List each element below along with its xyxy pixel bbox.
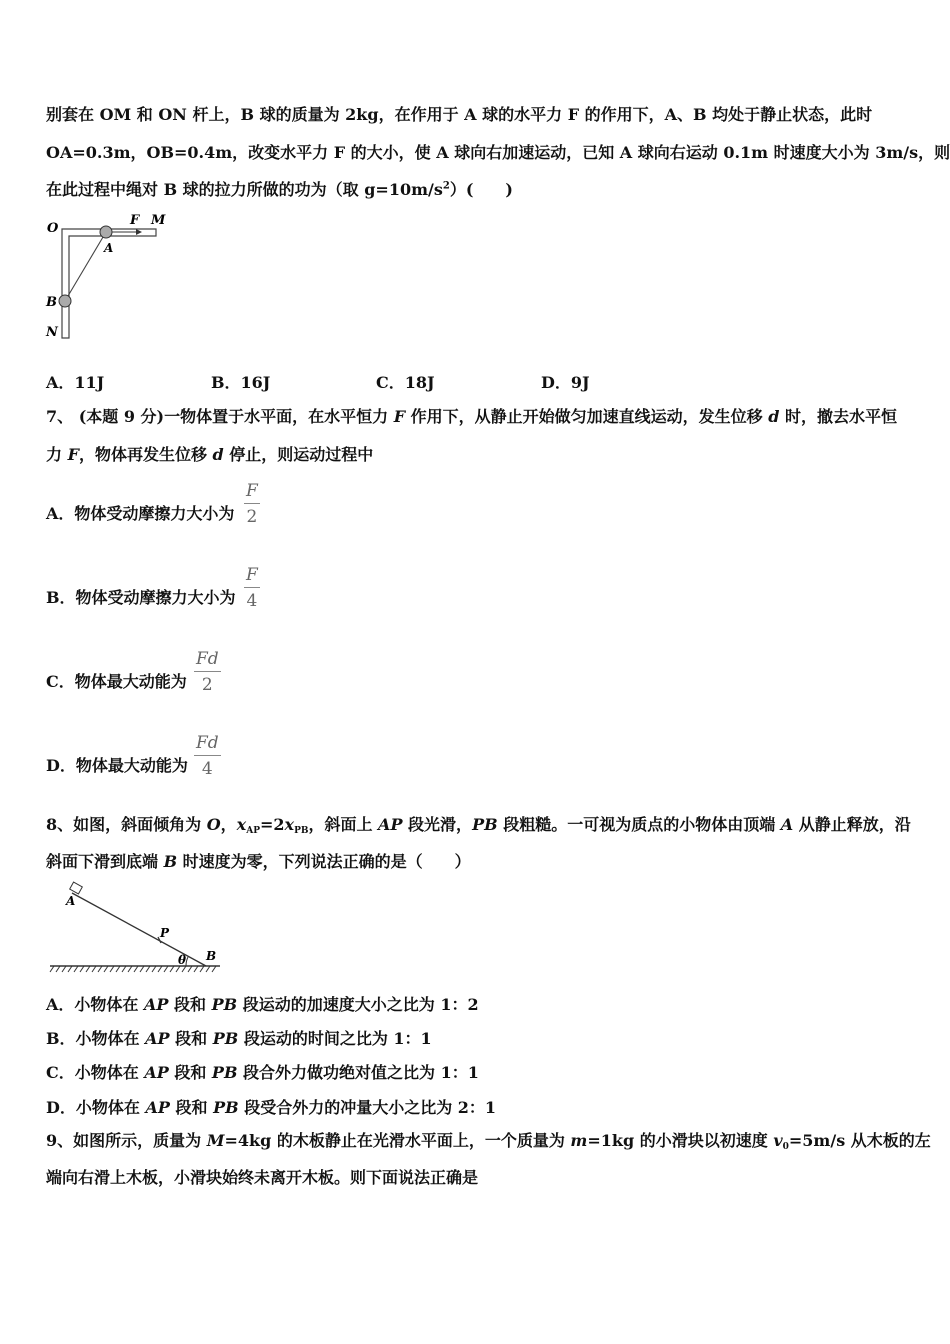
q8-option-a[interactable] xyxy=(46,992,479,1015)
q6-option-c[interactable]: C．18J xyxy=(376,373,435,392)
q8-text-2: ， xyxy=(220,815,237,834)
q9-line-1 xyxy=(46,1128,931,1152)
q8-sub-ap: AP xyxy=(246,826,260,836)
q8-eq: =2 xyxy=(259,815,285,834)
label-b: B xyxy=(46,295,57,310)
q8-text-4: 段光滑， xyxy=(402,815,473,834)
q7-text-2: 作用下，从静止开始做匀加速直线运动，发生位移 xyxy=(405,407,769,426)
q8-option-c-pre: C．小物体在 xyxy=(46,1063,145,1082)
q9-text-1: 9、如图所示，质量为 xyxy=(46,1131,207,1150)
label-a: A xyxy=(104,241,114,255)
q8-x-pb: x xyxy=(284,815,295,834)
q9-var-m-small: m xyxy=(570,1131,588,1150)
q8-option-c-ap: AP xyxy=(144,1063,169,1082)
q9-text-3: =1kg 的小滑块以初速度 xyxy=(587,1131,774,1150)
q8-option-d-post: 段受合外力的冲量大小之比为 2：1 xyxy=(238,1098,497,1117)
q6-line-1: 别套在 OM 和 ON 杆上，B 球的质量为 2kg，在作用于 A 球的水平力 F 的作用下，A、B 均处于静止状态，此时 xyxy=(46,105,873,124)
label-n: N xyxy=(46,325,58,340)
q7-var-f: F xyxy=(393,407,406,426)
angle-arc xyxy=(186,957,188,966)
q8-a: A xyxy=(780,815,794,834)
q7-option-d-fraction xyxy=(194,733,221,779)
q8-option-d-mid: 段和 xyxy=(169,1098,214,1117)
q7-option-c-fraction xyxy=(194,649,221,695)
q8-line-2 xyxy=(46,849,471,872)
fraction-denominator: 4 xyxy=(201,759,213,779)
q7-text-3: 时，撤去水平恒 xyxy=(779,407,897,426)
q8-option-b[interactable] xyxy=(46,1026,432,1049)
label-a: A xyxy=(66,894,76,908)
q9-line-2: 端向右滑上木板，小滑块始终未离开木板。则下面说法正确是 xyxy=(46,1168,479,1187)
q9-var-v: v xyxy=(773,1131,783,1150)
label-f: F xyxy=(130,213,140,228)
q6-option-b[interactable]: B．16J xyxy=(211,373,271,392)
rope-line xyxy=(65,232,106,301)
q8-text-7: 斜面下滑到底端 xyxy=(46,852,164,871)
small-block xyxy=(70,882,83,894)
ground-hatching xyxy=(50,966,216,972)
q8-option-b-mid: 段和 xyxy=(169,1029,213,1048)
q7-line-1 xyxy=(46,404,897,427)
q8-b: B xyxy=(163,852,178,871)
q7-text-1: 7、 (本题 9 分)一物体置于水平面，在水平恒力 xyxy=(46,407,394,426)
q6-line-3 xyxy=(46,177,513,200)
label-b: B xyxy=(206,949,217,963)
q8-option-b-ap: AP xyxy=(145,1029,170,1048)
q8-option-c-pb: PB xyxy=(211,1063,238,1082)
q7-option-b-fraction xyxy=(244,565,260,611)
q8-text-6: 从静止释放，沿 xyxy=(793,815,911,834)
q8-text-8: 时速度为零，下列说法正确的是（ ） xyxy=(177,852,471,871)
ball-b xyxy=(59,295,71,307)
q8-text-5: 段粗糙。一可视为质点的小物体由顶端 xyxy=(497,815,781,834)
label-p: P xyxy=(160,926,170,940)
q7-option-d-label: D．物体最大动能为 xyxy=(46,756,188,775)
q9-text-2: =4kg 的木板静止在光滑水平面上，一个质量为 xyxy=(224,1131,571,1150)
q8-option-c-mid: 段和 xyxy=(168,1063,212,1082)
label-m: M xyxy=(151,213,166,228)
q8-option-a-mid: 段和 xyxy=(168,995,212,1014)
q8-figure xyxy=(46,880,226,980)
q9-var-m-big: M xyxy=(206,1131,225,1150)
fraction-numerator: F xyxy=(246,481,258,501)
q7-option-c-label: C．物体最大动能为 xyxy=(46,672,187,691)
q7-var-d2: d xyxy=(212,445,224,464)
q8-option-d-pb: PB xyxy=(213,1098,239,1117)
q8-option-b-post: 段运动的时间之比为 1：1 xyxy=(238,1029,432,1048)
q8-line-1 xyxy=(46,812,911,836)
ball-a xyxy=(100,226,112,238)
q7-var-f2: F xyxy=(67,445,79,464)
q6-line-3-text: 在此过程中绳对 B 球的拉力所做的功为（取 g=10m/s xyxy=(46,180,443,199)
fraction-denominator: 2 xyxy=(246,507,258,527)
q7-option-a-label: A．物体受动摩擦力大小为 xyxy=(46,504,235,523)
q7-text-5: ，物体再发生位移 xyxy=(78,445,213,464)
q6-figure xyxy=(40,212,180,342)
fraction-denominator: 4 xyxy=(246,591,258,611)
label-theta: θ xyxy=(178,953,187,967)
q8-text-3: ，斜面上 xyxy=(308,815,379,834)
q8-option-d[interactable] xyxy=(46,1095,496,1118)
fraction-numerator: Fd xyxy=(196,649,219,669)
q8-option-a-pb: PB xyxy=(211,995,238,1014)
q7-option-b-label: B．物体受动摩擦力大小为 xyxy=(46,588,236,607)
fraction-numerator: F xyxy=(246,565,258,585)
q6-option-d[interactable]: D．9J xyxy=(541,373,590,392)
q8-text-1: 8、如图，斜面倾角为 xyxy=(46,815,207,834)
q7-text-6: 停止，则运动过程中 xyxy=(223,445,374,464)
label-o: O xyxy=(47,221,59,236)
q7-option-a-fraction xyxy=(244,481,260,527)
q8-option-d-ap: AP xyxy=(145,1098,170,1117)
q8-option-b-pre: B．小物体在 xyxy=(46,1029,146,1048)
q8-x-ap: x xyxy=(236,815,247,834)
q8-pb: PB xyxy=(472,815,498,834)
q8-option-c-post: 段合外力做功绝对值之比为 1：1 xyxy=(237,1063,479,1082)
q9-text-4: =5m/s 从木板的左 xyxy=(788,1131,931,1150)
force-arrowhead xyxy=(136,229,142,235)
q6-line-3-tail: ）( ) xyxy=(449,180,514,199)
q7-line-2 xyxy=(46,442,373,465)
q8-option-d-pre: D．小物体在 xyxy=(46,1098,146,1117)
q7-var-d: d xyxy=(768,407,780,426)
q6-line-2: OA=0.3m，OB=0.4m，改变水平力 F 的大小，使 A 球向右加速运动，已知 A 球向右运动 0.1m 时速度大小为 3m/s，则 xyxy=(46,143,950,162)
q8-option-a-ap: AP xyxy=(144,995,169,1014)
q8-option-b-pb: PB xyxy=(212,1029,239,1048)
q9-var-v-sub: 0 xyxy=(782,1142,789,1152)
fraction-numerator: Fd xyxy=(196,733,219,753)
q8-sub-pb: PB xyxy=(294,826,309,836)
q8-option-a-pre: A．小物体在 xyxy=(46,995,144,1014)
q8-option-a-post: 段运动的加速度大小之比为 1：2 xyxy=(237,995,479,1014)
q7-text-4: 力 xyxy=(46,445,68,464)
q8-option-c[interactable] xyxy=(46,1060,479,1083)
q6-option-a[interactable]: A．11J xyxy=(46,373,105,392)
q6-exponent: 2 xyxy=(442,180,450,192)
q8-theta: O xyxy=(206,815,221,834)
fraction-denominator: 2 xyxy=(201,675,213,695)
q8-ap: AP xyxy=(378,815,403,834)
